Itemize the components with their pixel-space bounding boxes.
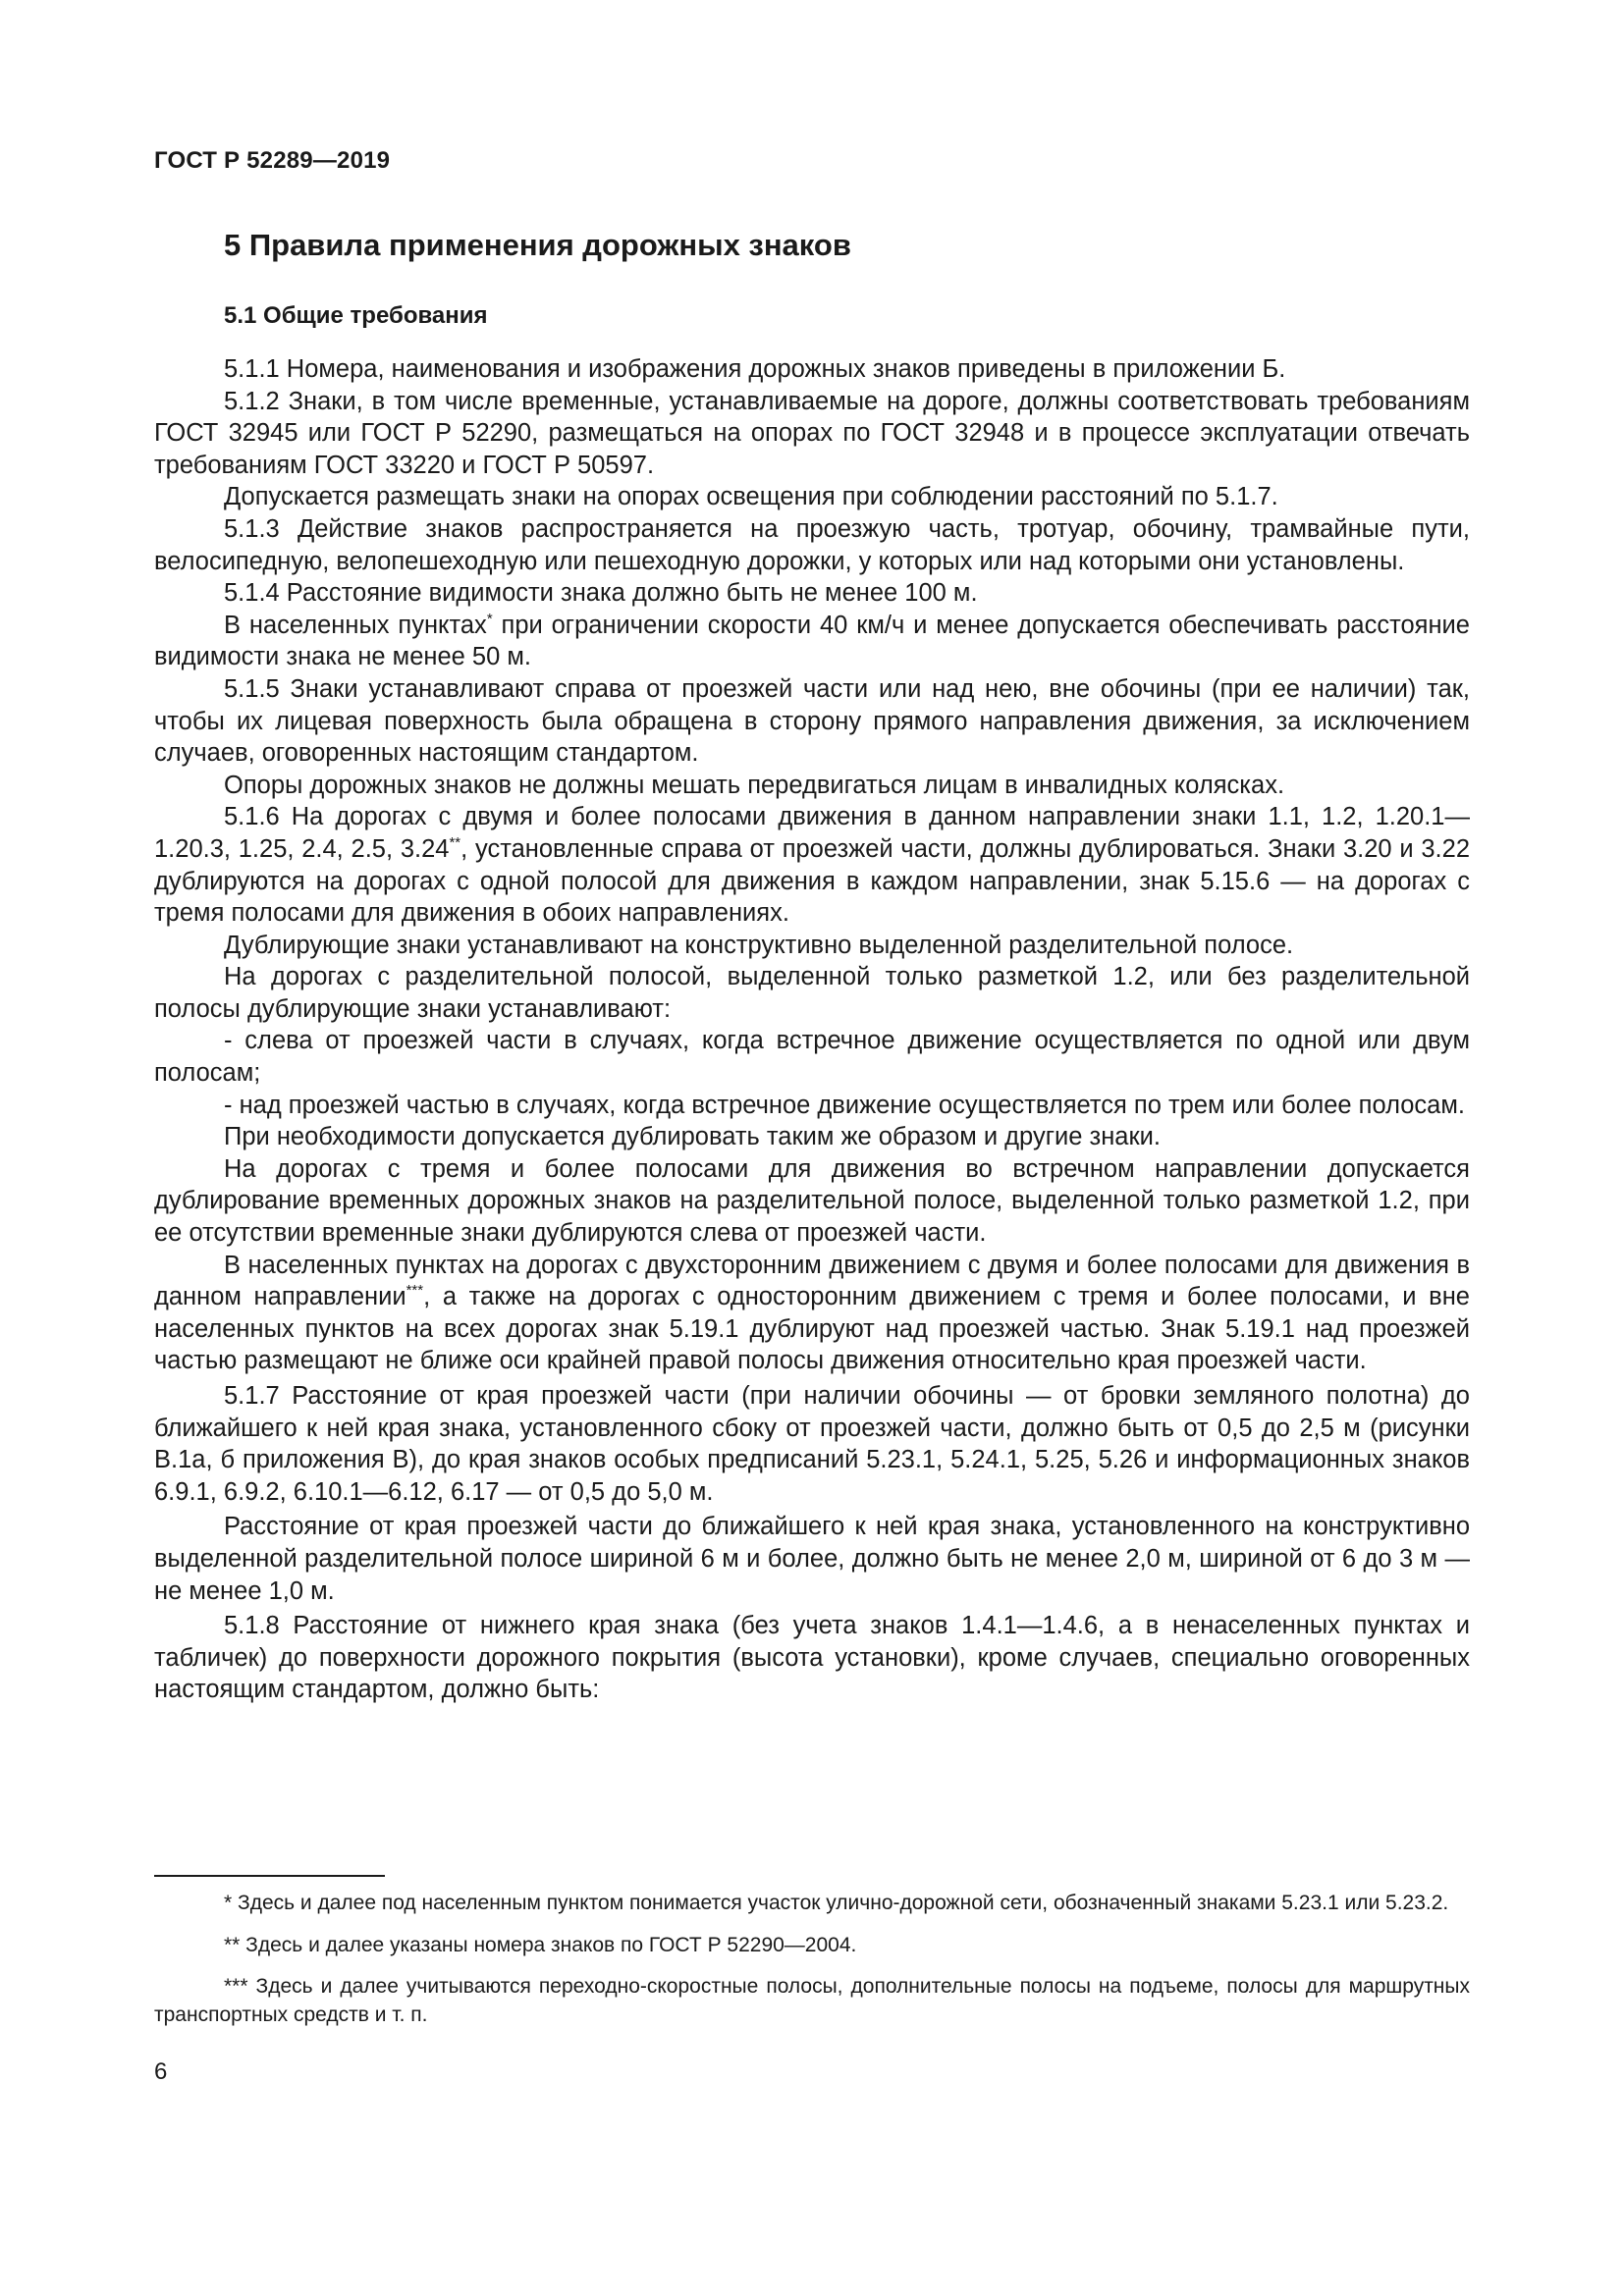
paragraph: 5.1.2 Знаки, в том числе временные, устанавливаемые на дороге, должны соответствовать требованиям ГОСТ 32945 или ГОСТ Р 52290, размещаться на опорах по ГОСТ 32948 и в процессе эксплуатации отвечать требованиям ГОСТ 33220 и ГОСТ Р 50597. — [154, 387, 1470, 479]
page-number: 6 — [154, 2058, 168, 2085]
footnote: ** Здесь и далее указаны номера знаков по ГОСТ Р 52290—2004. — [224, 1933, 857, 1956]
paragraph: Опоры дорожных знаков не должны мешать передвигаться лицам в инвалидных колясках. — [224, 771, 1285, 799]
paragraph — [154, 801, 1470, 929]
body-text — [154, 353, 1470, 1706]
paragraph-text: при ограничении скорости 40 км/ч и менее допускается обеспечивать расстояние видимости знака не менее 50 м. — [154, 611, 1470, 671]
footnote: *** Здесь и далее учитываются переходно-скоростные полосы, дополнительные полосы на подъеме, полосы для маршрутных транспортных средств и т. п. — [154, 1975, 1470, 2026]
footnotes — [154, 1890, 1470, 2043]
subsection-title: 5.1 Общие требования — [224, 302, 488, 329]
paragraph: 5.1.5 Знаки устанавливают справа от проезжей части или над нею, вне обочины (при ее наличии) так, чтобы их лицевая поверхность была обращена в сторону прямого направления движения, за исключением случаев, оговоренных настоящим стандартом. — [154, 674, 1470, 768]
document-code: ГОСТ Р 52289—2019 — [154, 147, 391, 174]
paragraph: При необходимости допускается дублировать таким же образом и другие знаки. — [224, 1123, 1161, 1151]
paragraph: - слева от проезжей части в случаях, когда встречное движение осуществляется по одной или двум полосам; — [154, 1027, 1470, 1088]
footnote: * Здесь и далее под населенным пунктом понимается участок улично-дорожной сети, обозначенный знаками 5.23.1 или 5.23.2. — [224, 1892, 1449, 1914]
paragraph-text: , установленные справа от проезжей части, должны дублироваться. Знаки 3.20 и 3.22 дублируются на дорогах с одной полосой для движения в каждом направлении, знак 5.15.6 — на дорогах с тремя полосами для движения в обоих направлениях. — [154, 834, 1470, 928]
paragraph: 5.1.4 Расстояние видимости знака должно быть не менее 100 м. — [224, 579, 978, 608]
paragraph: Дублирующие знаки устанавливают на конструктивно выделенной разделительной полосе. — [224, 931, 1294, 959]
paragraph: 5.1.3 Действие знаков распространяется на проезжую часть, тротуар, обочину, трамвайные пути, велосипедную, велопешеходную или пешеходную дорожки, у которых или над которыми они установлены. — [154, 514, 1470, 575]
paragraph: 5.1.1 Номера, наименования и изображения дорожных знаков приведены в приложении Б. — [224, 355, 1286, 383]
footnote-ref: *** — [406, 1282, 424, 1300]
paragraph: 5.1.8 Расстояние от нижнего края знака (без учета знаков 1.4.1—1.4.6, а в ненаселенных пунктах и табличек) до поверхности дорожного покрытия (высота установки), кроме случаев, специально оговоренных настоящим стандартом, должно быть: — [154, 1612, 1470, 1704]
footnote-separator — [154, 1875, 385, 1877]
paragraph: На дорогах с разделительной полосой, выделенной только разметкой 1.2, или без разделительной полосы дублирующие знаки устанавливают: — [154, 963, 1470, 1023]
paragraph-text: , а также на дорогах с односторонним движением с тремя и более полосами, и вне населенных пунктов на всех дорогах знак 5.19.1 дублируют над проезжей частью. Знак 5.19.1 над проезжей частью размещают не ближе оси крайней правой полосы движения относительно края проезжей части. — [154, 1283, 1470, 1375]
paragraph-text: В населенных пунктах на дорогах с двухсторонним движением с двумя и более полосами для движения в данном направлении — [154, 1251, 1470, 1311]
paragraph: Допускается размещать знаки на опорах освещения при соблюдении расстояний по 5.1.7. — [224, 483, 1278, 511]
section-title: 5 Правила применения дорожных знаков — [224, 228, 851, 262]
paragraph: На дорогах с тремя и более полосами для движения во встречном направлении допускается дублирование временных дорожных знаков на разделительной полосе, выделенной только разметкой 1.2, при ее отсутствии временные знаки дублируются слева от проезжей части. — [154, 1154, 1470, 1248]
paragraph-text: В населенных пунктах — [224, 611, 487, 639]
paragraph-text: 5.1.6 На дорогах с двумя и более полосами движения в данном направлении знаки 1.1, 1.2, 1.20.1—1.20.3, 1.25, 2.4, 2.5, 3.24 — [154, 803, 1470, 863]
paragraph: - над проезжей частью в случаях, когда встречное движение осуществляется по трем или более полосам. — [224, 1091, 1465, 1119]
paragraph — [154, 1250, 1470, 1377]
footnote-ref: ** — [449, 833, 461, 851]
footnote-ref: * — [486, 610, 493, 627]
paragraph — [154, 610, 1470, 673]
paragraph: 5.1.7 Расстояние от края проезжей части (при наличии обочины — от бровки земляного полотна) до ближайшего к ней края знака, установленного сбоку от проезжей части, должно быть от 0,5 до 2,5 м (рисунки В.1а, б приложения В), до края знаков особых предписаний 5.23.1, 5.24.1, 5.25, 5.26 и информационных знаков 6.9.1, 6.9.2, 6.10.1—6.12, 6.17 — от 0,5 до 5,0 м. — [154, 1382, 1470, 1506]
paragraph: Расстояние от края проезжей части до ближайшего к ней края знака, установленного на конструктивно выделенной разделительной полосе шириной 6 м и более, должно быть не менее 2,0 м, шириной от 6 до 3 м — не менее 1,0 м. — [154, 1513, 1470, 1605]
